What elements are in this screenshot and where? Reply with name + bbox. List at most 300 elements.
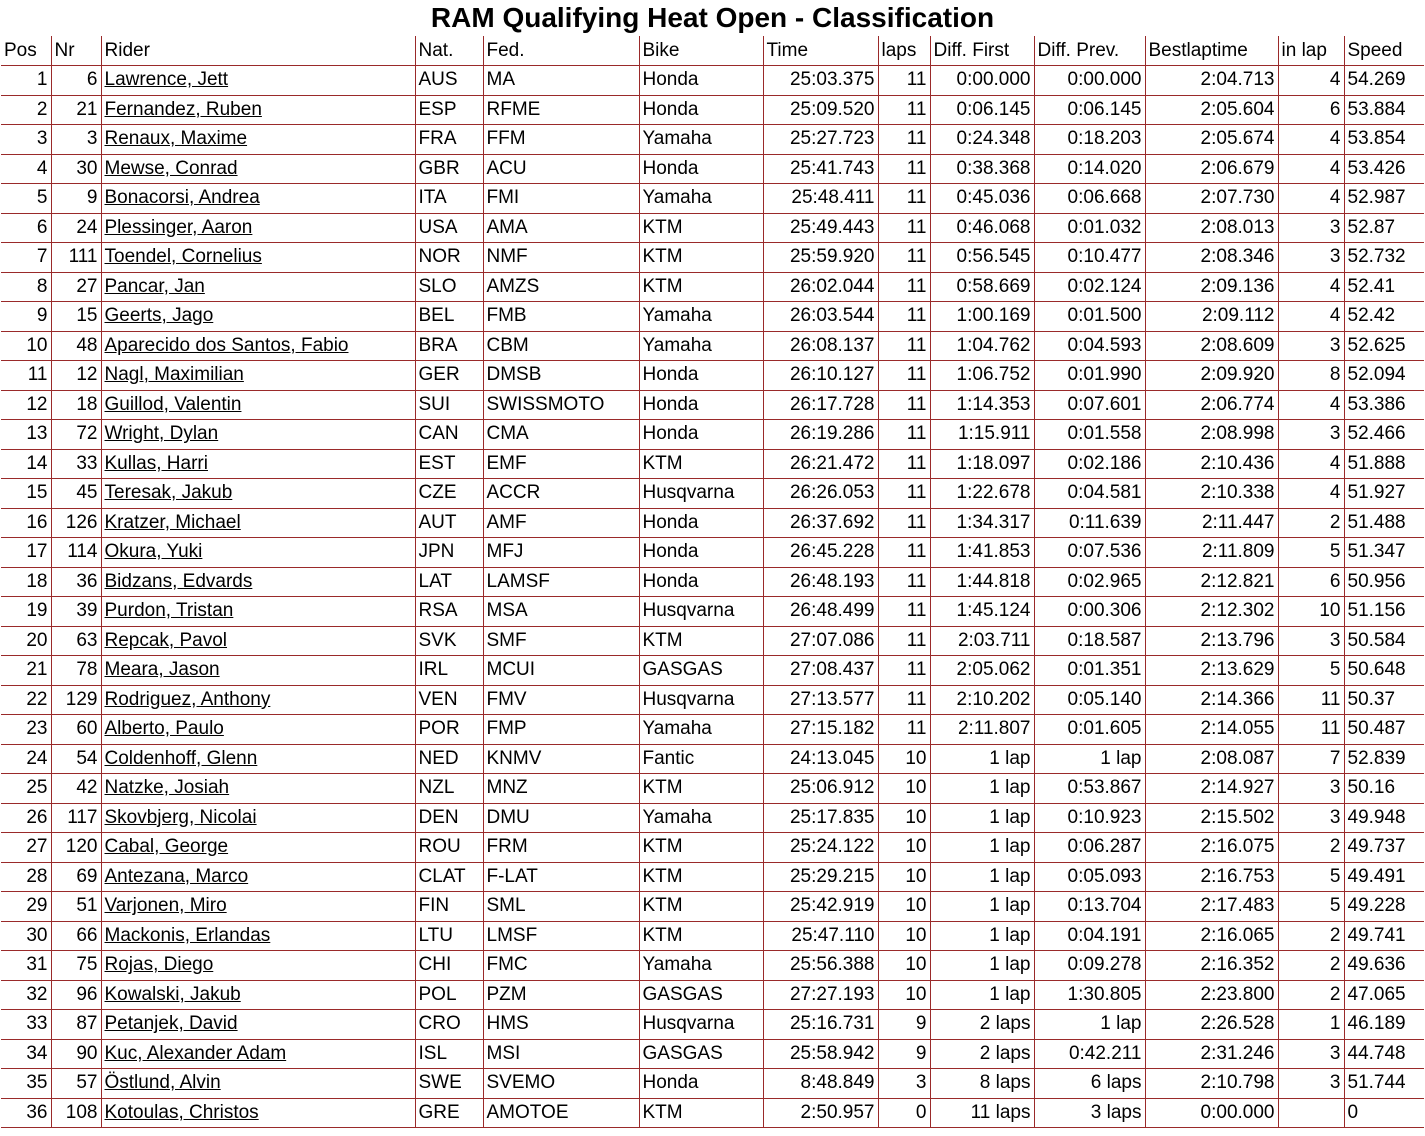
cell-pos: 33: [1, 1010, 51, 1040]
cell-nr: 15: [51, 302, 101, 332]
cell-nat: CLAT: [415, 862, 483, 892]
cell-in-lap: 1: [1278, 1010, 1344, 1040]
cell-diff-prev: 0:06.287: [1034, 833, 1145, 863]
rider-link[interactable]: Guillod, Valentin: [104, 393, 242, 415]
table-row: [1, 685, 1424, 715]
cell-bike: KTM: [639, 774, 763, 804]
cell-bestlaptime: 2:31.246: [1145, 1039, 1278, 1069]
cell-time: 2:50.957: [763, 1098, 878, 1128]
cell-pos: 29: [1, 892, 51, 922]
cell-in-lap: 4: [1278, 66, 1344, 96]
cell-fed: AMOTOE: [483, 1098, 639, 1128]
cell-nr: 24: [51, 213, 101, 243]
cell-time: 25:06.912: [763, 774, 878, 804]
cell-fed: AMA: [483, 213, 639, 243]
cell-bestlaptime: 2:10.798: [1145, 1069, 1278, 1099]
rider-link[interactable]: Bonacorsi, Andrea: [104, 187, 260, 209]
cell-in-lap: 2: [1278, 833, 1344, 863]
table-row: [1, 420, 1424, 450]
cell-bike: KTM: [639, 892, 763, 922]
cell-speed: 53.854: [1344, 125, 1424, 155]
rider-link[interactable]: Kotoulas, Christos: [104, 1101, 259, 1123]
cell-laps: 9: [878, 1039, 930, 1069]
cell-in-lap: 5: [1278, 892, 1344, 922]
cell-pos: 24: [1, 744, 51, 774]
cell-speed: 49.737: [1344, 833, 1424, 863]
cell-diff-prev: 1:30.805: [1034, 980, 1145, 1010]
cell-laps: 10: [878, 892, 930, 922]
rider-link[interactable]: Varjonen, Miro: [104, 895, 227, 917]
cell-nr: 75: [51, 951, 101, 981]
cell-diff-first: 0:24.348: [930, 125, 1034, 155]
cell-rider: [101, 538, 415, 568]
table-row: [1, 892, 1424, 922]
cell-nr: 72: [51, 420, 101, 450]
table-row: [1, 213, 1424, 243]
rider-link[interactable]: Östlund, Alvin: [104, 1072, 221, 1094]
cell-nr: 120: [51, 833, 101, 863]
cell-speed: 49.741: [1344, 921, 1424, 951]
cell-bike: KTM: [639, 243, 763, 273]
cell-laps: 11: [878, 331, 930, 361]
cell-nat: ROU: [415, 833, 483, 863]
cell-nr: 60: [51, 715, 101, 745]
cell-rider: [101, 420, 415, 450]
table-row: [1, 744, 1424, 774]
column-header-laps: laps: [878, 36, 930, 66]
page-title: RAM Qualifying Heat Open - Classification: [430, 2, 995, 33]
cell-laps: 11: [878, 449, 930, 479]
cell-time: 25:42.919: [763, 892, 878, 922]
cell-diff-prev: 0:01.990: [1034, 361, 1145, 391]
rider-link[interactable]: Teresak, Jakub: [104, 482, 233, 504]
cell-in-lap: 2: [1278, 951, 1344, 981]
cell-diff-prev: 0:01.558: [1034, 420, 1145, 450]
cell-time: 27:27.193: [763, 980, 878, 1010]
cell-fed: CBM: [483, 331, 639, 361]
cell-speed: 0: [1344, 1098, 1424, 1128]
cell-speed: 52.987: [1344, 184, 1424, 214]
cell-time: 24:13.045: [763, 744, 878, 774]
cell-bestlaptime: 2:05.604: [1145, 95, 1278, 125]
cell-in-lap: 3: [1278, 420, 1344, 450]
cell-nr: 42: [51, 774, 101, 804]
cell-laps: 11: [878, 361, 930, 391]
cell-nr: 54: [51, 744, 101, 774]
cell-rider: [101, 390, 415, 420]
cell-time: 26:03.544: [763, 302, 878, 332]
rider-link[interactable]: Plessinger, Aaron: [104, 216, 253, 238]
column-header-diff-first: Diff. First: [930, 36, 1034, 66]
cell-rider: [101, 479, 415, 509]
rider-link[interactable]: Repcak, Pavol: [104, 629, 228, 651]
cell-pos: 26: [1, 803, 51, 833]
cell-rider: [101, 508, 415, 538]
results-body: [1, 66, 1424, 1128]
cell-bike: Yamaha: [639, 125, 763, 155]
cell-bike: KTM: [639, 862, 763, 892]
cell-nr: 18: [51, 390, 101, 420]
cell-diff-prev: 1 lap: [1034, 744, 1145, 774]
rider-link[interactable]: Wright, Dylan: [104, 423, 219, 445]
cell-diff-prev: 0:02.965: [1034, 567, 1145, 597]
rider-link[interactable]: Natzke, Josiah: [104, 777, 230, 799]
rider-link[interactable]: Fernandez, Ruben: [104, 98, 262, 120]
cell-fed: HMS: [483, 1010, 639, 1040]
cell-diff-first: 0:46.068: [930, 213, 1034, 243]
cell-speed: 52.839: [1344, 744, 1424, 774]
cell-in-lap: 4: [1278, 272, 1344, 302]
classification-table: [1, 36, 1424, 1128]
cell-time: 25:09.520: [763, 95, 878, 125]
cell-pos: 14: [1, 449, 51, 479]
cell-nat: SVK: [415, 626, 483, 656]
cell-bestlaptime: 2:16.753: [1145, 862, 1278, 892]
cell-rider: [101, 715, 415, 745]
cell-speed: 53.884: [1344, 95, 1424, 125]
cell-bestlaptime: 2:23.800: [1145, 980, 1278, 1010]
rider-link[interactable]: Pancar, Jan: [104, 275, 205, 297]
cell-diff-first: 1:45.124: [930, 597, 1034, 627]
cell-nr: 21: [51, 95, 101, 125]
cell-pos: 25: [1, 774, 51, 804]
cell-nat: AUT: [415, 508, 483, 538]
cell-fed: SMF: [483, 626, 639, 656]
cell-laps: 11: [878, 302, 930, 332]
cell-bike: GASGAS: [639, 656, 763, 686]
rider-link[interactable]: Rojas, Diego: [104, 954, 214, 976]
cell-diff-prev: 0:01.032: [1034, 213, 1145, 243]
cell-pos: 7: [1, 243, 51, 273]
cell-in-lap: 11: [1278, 715, 1344, 745]
table-row: [1, 331, 1424, 361]
cell-rider: [101, 626, 415, 656]
rider-link[interactable]: Okura, Yuki: [104, 541, 203, 563]
table-row: [1, 774, 1424, 804]
cell-speed: 52.094: [1344, 361, 1424, 391]
cell-nr: 78: [51, 656, 101, 686]
cell-diff-first: 8 laps: [930, 1069, 1034, 1099]
cell-pos: 16: [1, 508, 51, 538]
cell-nr: 48: [51, 331, 101, 361]
cell-in-lap: 10: [1278, 597, 1344, 627]
cell-diff-prev: 0:04.593: [1034, 331, 1145, 361]
cell-bike: Yamaha: [639, 715, 763, 745]
cell-fed: AMZS: [483, 272, 639, 302]
cell-nr: 57: [51, 1069, 101, 1099]
cell-in-lap: 3: [1278, 774, 1344, 804]
cell-fed: LMSF: [483, 921, 639, 951]
cell-nat: BEL: [415, 302, 483, 332]
cell-pos: 8: [1, 272, 51, 302]
cell-bestlaptime: 2:16.352: [1145, 951, 1278, 981]
rider-link[interactable]: Geerts, Jago: [104, 305, 214, 327]
table-row: [1, 449, 1424, 479]
cell-time: 26:37.692: [763, 508, 878, 538]
rider-link[interactable]: Antezana, Marco: [104, 865, 249, 887]
table-row: [1, 862, 1424, 892]
cell-fed: CMA: [483, 420, 639, 450]
cell-in-lap: 5: [1278, 862, 1344, 892]
cell-nr: 30: [51, 154, 101, 184]
cell-diff-first: 1 lap: [930, 862, 1034, 892]
cell-in-lap: 4: [1278, 184, 1344, 214]
cell-speed: 54.269: [1344, 66, 1424, 96]
cell-pos: 11: [1, 361, 51, 391]
cell-in-lap: 3: [1278, 626, 1344, 656]
cell-diff-prev: 0:53.867: [1034, 774, 1145, 804]
cell-bestlaptime: 2:11.809: [1145, 538, 1278, 568]
cell-laps: 11: [878, 390, 930, 420]
cell-diff-first: 0:56.545: [930, 243, 1034, 273]
cell-bike: KTM: [639, 626, 763, 656]
cell-nr: 87: [51, 1010, 101, 1040]
column-header-nr: Nr: [51, 36, 101, 66]
cell-laps: 10: [878, 744, 930, 774]
cell-bestlaptime: 2:07.730: [1145, 184, 1278, 214]
cell-nat: SUI: [415, 390, 483, 420]
cell-nr: 108: [51, 1098, 101, 1128]
cell-bestlaptime: 2:12.821: [1145, 567, 1278, 597]
cell-bestlaptime: 2:16.075: [1145, 833, 1278, 863]
table-row: [1, 715, 1424, 745]
rider-link[interactable]: Kuc, Alexander Adam: [104, 1042, 287, 1064]
cell-bike: KTM: [639, 449, 763, 479]
cell-bike: Yamaha: [639, 803, 763, 833]
table-row: [1, 656, 1424, 686]
rider-link[interactable]: Kratzer, Michael: [104, 511, 241, 533]
cell-nat: EST: [415, 449, 483, 479]
cell-in-lap: 3: [1278, 213, 1344, 243]
cell-time: 8:48.849: [763, 1069, 878, 1099]
cell-nat: GER: [415, 361, 483, 391]
cell-in-lap: 5: [1278, 538, 1344, 568]
rider-link[interactable]: Renaux, Maxime: [104, 128, 248, 150]
cell-bestlaptime: 2:16.065: [1145, 921, 1278, 951]
table-row: [1, 272, 1424, 302]
cell-fed: DMSB: [483, 361, 639, 391]
cell-bike: GASGAS: [639, 1039, 763, 1069]
rider-link[interactable]: Kowalski, Jakub: [104, 983, 241, 1005]
cell-laps: 9: [878, 1010, 930, 1040]
cell-time: 26:08.137: [763, 331, 878, 361]
cell-pos: 23: [1, 715, 51, 745]
cell-diff-first: 1:04.762: [930, 331, 1034, 361]
cell-fed: PZM: [483, 980, 639, 1010]
cell-bestlaptime: 2:05.674: [1145, 125, 1278, 155]
rider-link[interactable]: Nagl, Maximilian: [104, 364, 244, 386]
cell-rider: [101, 449, 415, 479]
cell-diff-first: 1:00.169: [930, 302, 1034, 332]
cell-speed: 51.927: [1344, 479, 1424, 509]
table-row: [1, 1098, 1424, 1128]
cell-rider: [101, 1069, 415, 1099]
cell-nr: 117: [51, 803, 101, 833]
table-row: [1, 154, 1424, 184]
cell-diff-prev: 0:09.278: [1034, 951, 1145, 981]
cell-bestlaptime: 2:08.346: [1145, 243, 1278, 273]
cell-nat: CHI: [415, 951, 483, 981]
cell-bike: Honda: [639, 95, 763, 125]
cell-laps: 11: [878, 184, 930, 214]
cell-pos: 30: [1, 921, 51, 951]
cell-pos: 21: [1, 656, 51, 686]
cell-laps: 11: [878, 272, 930, 302]
cell-rider: [101, 833, 415, 863]
rider-link[interactable]: Petanjek, David: [104, 1013, 238, 1035]
cell-nat: GBR: [415, 154, 483, 184]
cell-speed: 51.156: [1344, 597, 1424, 627]
cell-diff-first: 0:06.145: [930, 95, 1034, 125]
cell-laps: 11: [878, 567, 930, 597]
cell-rider: [101, 597, 415, 627]
cell-diff-prev: 0:10.477: [1034, 243, 1145, 273]
cell-diff-first: 2 laps: [930, 1039, 1034, 1069]
cell-diff-first: 1:22.678: [930, 479, 1034, 509]
cell-laps: 11: [878, 154, 930, 184]
table-row: [1, 95, 1424, 125]
cell-nr: 3: [51, 125, 101, 155]
cell-speed: 52.732: [1344, 243, 1424, 273]
cell-fed: SML: [483, 892, 639, 922]
cell-in-lap: 4: [1278, 302, 1344, 332]
cell-time: 26:48.193: [763, 567, 878, 597]
cell-nat: NOR: [415, 243, 483, 273]
column-header-speed: Speed: [1344, 36, 1424, 66]
cell-bike: KTM: [639, 921, 763, 951]
cell-speed: 44.748: [1344, 1039, 1424, 1069]
rider-link[interactable]: Mackonis, Erlandas: [104, 924, 271, 946]
rider-link[interactable]: Toendel, Cornelius: [104, 246, 262, 268]
cell-time: 27:15.182: [763, 715, 878, 745]
rider-link[interactable]: Cabal, George: [104, 836, 229, 858]
cell-fed: FRM: [483, 833, 639, 863]
cell-speed: 51.347: [1344, 538, 1424, 568]
cell-bike: Honda: [639, 1069, 763, 1099]
cell-fed: EMF: [483, 449, 639, 479]
cell-speed: 50.487: [1344, 715, 1424, 745]
cell-diff-first: 1 lap: [930, 980, 1034, 1010]
cell-bestlaptime: 2:08.087: [1145, 744, 1278, 774]
table-row: [1, 626, 1424, 656]
cell-diff-first: 1 lap: [930, 921, 1034, 951]
cell-laps: 11: [878, 685, 930, 715]
cell-time: 27:07.086: [763, 626, 878, 656]
table-row: [1, 567, 1424, 597]
rider-link[interactable]: Meara, Jason: [104, 659, 220, 681]
cell-speed: 52.625: [1344, 331, 1424, 361]
cell-bike: Honda: [639, 508, 763, 538]
cell-fed: KNMV: [483, 744, 639, 774]
cell-speed: 49.636: [1344, 951, 1424, 981]
column-header-rider: Rider: [101, 36, 415, 66]
cell-pos: 18: [1, 567, 51, 597]
cell-speed: 50.16: [1344, 774, 1424, 804]
cell-time: 27:08.437: [763, 656, 878, 686]
cell-bike: Honda: [639, 420, 763, 450]
rider-link[interactable]: Coldenhoff, Glenn: [104, 747, 258, 769]
table-row: [1, 803, 1424, 833]
cell-time: 25:17.835: [763, 803, 878, 833]
cell-rider: [101, 272, 415, 302]
rider-link[interactable]: Mewse, Conrad: [104, 157, 238, 179]
cell-laps: 10: [878, 951, 930, 981]
rider-link[interactable]: Alberto, Paulo: [104, 718, 224, 740]
cell-fed: AMF: [483, 508, 639, 538]
cell-laps: 10: [878, 833, 930, 863]
cell-speed: 50.648: [1344, 656, 1424, 686]
cell-bestlaptime: 0:00.000: [1145, 1098, 1278, 1128]
cell-rider: [101, 656, 415, 686]
cell-diff-first: 1:18.097: [930, 449, 1034, 479]
cell-time: 25:24.122: [763, 833, 878, 863]
cell-laps: 11: [878, 538, 930, 568]
cell-rider: [101, 1039, 415, 1069]
cell-bike: Yamaha: [639, 331, 763, 361]
table-row: [1, 508, 1424, 538]
rider-link[interactable]: Aparecido dos Santos, Fabio: [104, 334, 349, 356]
cell-fed: MFJ: [483, 538, 639, 568]
cell-diff-first: 1:44.818: [930, 567, 1034, 597]
cell-bestlaptime: 2:14.927: [1145, 774, 1278, 804]
rider-link[interactable]: Kullas, Harri: [104, 452, 208, 474]
cell-pos: 4: [1, 154, 51, 184]
cell-bestlaptime: 2:08.609: [1145, 331, 1278, 361]
cell-time: 25:47.110: [763, 921, 878, 951]
cell-bike: Husqvarna: [639, 1010, 763, 1040]
cell-pos: 1: [1, 66, 51, 96]
cell-laps: 10: [878, 921, 930, 951]
cell-fed: FMI: [483, 184, 639, 214]
table-row: [1, 833, 1424, 863]
cell-fed: MSA: [483, 597, 639, 627]
cell-pos: 10: [1, 331, 51, 361]
cell-diff-prev: 0:02.124: [1034, 272, 1145, 302]
cell-speed: 49.228: [1344, 892, 1424, 922]
cell-bike: GASGAS: [639, 980, 763, 1010]
cell-fed: LAMSF: [483, 567, 639, 597]
rider-link[interactable]: Rodriguez, Anthony: [104, 688, 271, 710]
cell-bestlaptime: 2:08.998: [1145, 420, 1278, 450]
cell-pos: 17: [1, 538, 51, 568]
cell-speed: 52.466: [1344, 420, 1424, 450]
cell-in-lap: 2: [1278, 921, 1344, 951]
cell-laps: 3: [878, 1069, 930, 1099]
cell-rider: [101, 1098, 415, 1128]
cell-laps: 10: [878, 862, 930, 892]
table-row: [1, 361, 1424, 391]
cell-nat: JPN: [415, 538, 483, 568]
cell-nr: 66: [51, 921, 101, 951]
cell-bike: Yamaha: [639, 951, 763, 981]
cell-nat: NZL: [415, 774, 483, 804]
rider-link[interactable]: Purdon, Tristan: [104, 600, 234, 622]
cell-speed: 53.426: [1344, 154, 1424, 184]
cell-diff-prev: 0:01.351: [1034, 656, 1145, 686]
cell-rider: [101, 951, 415, 981]
cell-nat: IRL: [415, 656, 483, 686]
cell-time: 25:27.723: [763, 125, 878, 155]
rider-link[interactable]: Skovbjerg, Nicolai: [104, 806, 257, 828]
rider-link[interactable]: Bidzans, Edvards: [104, 570, 253, 592]
cell-bike: Husqvarna: [639, 597, 763, 627]
table-row: [1, 302, 1424, 332]
cell-rider: [101, 892, 415, 922]
cell-bike: KTM: [639, 1098, 763, 1128]
cell-in-lap: 3: [1278, 1069, 1344, 1099]
cell-rider: [101, 302, 415, 332]
rider-link[interactable]: Lawrence, Jett: [104, 69, 229, 91]
